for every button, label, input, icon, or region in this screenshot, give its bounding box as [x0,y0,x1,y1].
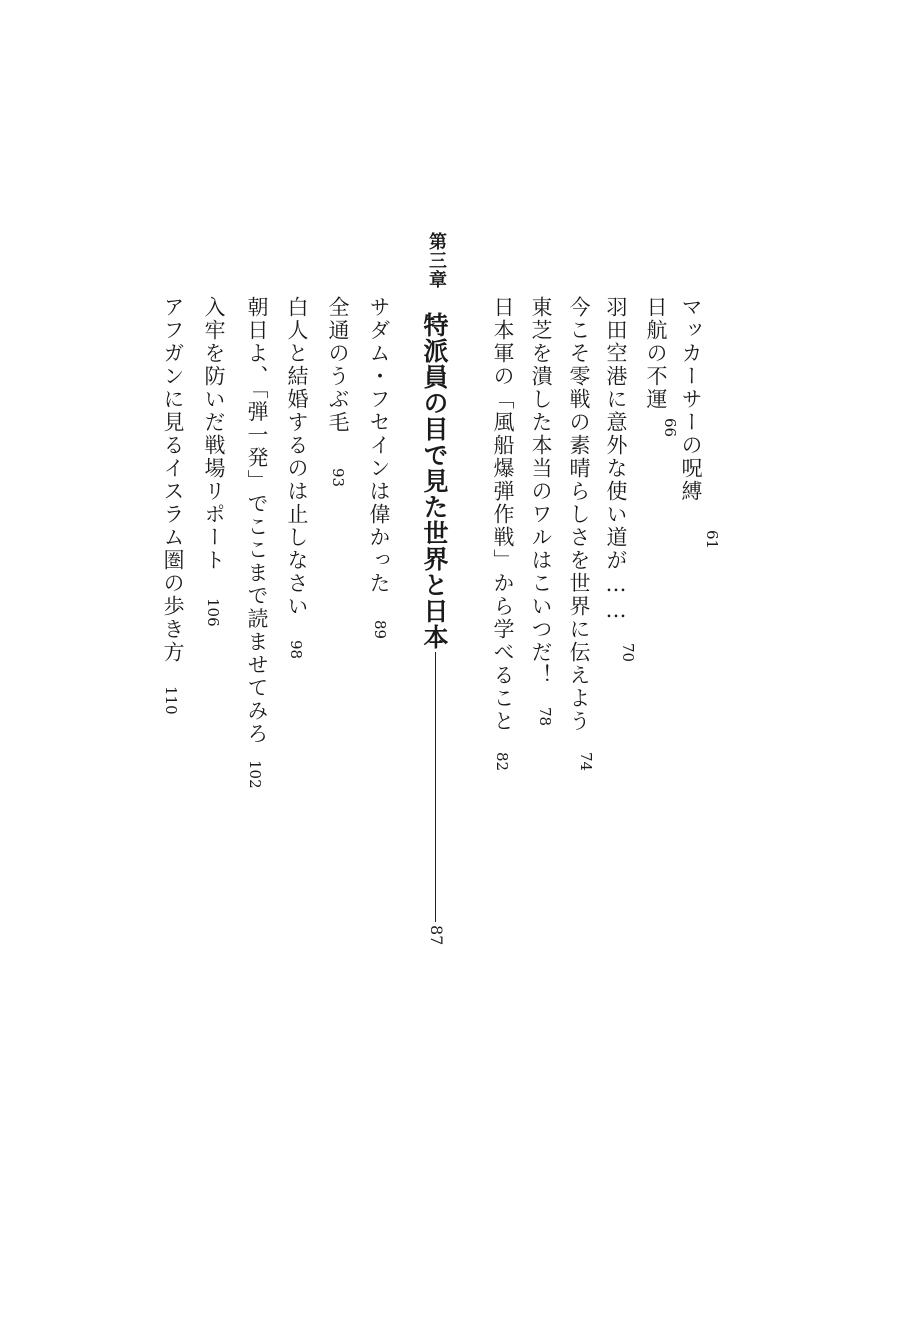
toc-entry-page: 106 [204,598,222,627]
toc-entry-page: 66 [661,418,679,438]
chapter-title: 特派員の目で見た世界と日本 [420,312,449,650]
toc-entry-title: 白人と結婚するのは止しなさい [285,296,309,618]
toc-entry-title: サダム・フセインは偉かった [367,296,391,595]
toc-entry-page: 78 [536,707,554,727]
toc-entry-page: 98 [287,640,305,660]
toc-entry-title: 日本軍の「風船爆弾作戦」から学べること [491,296,515,733]
chapter-leader-line [435,652,436,922]
toc-entry-page: 110 [162,686,180,715]
toc-entry-title: 羽田空港に意外な使い道が…… [604,296,628,624]
toc-entry-page: 89 [371,620,389,640]
chapter-page: 87 [427,925,446,946]
toc-entry-page: 70 [619,643,637,663]
toc-entry-title: 東芝を潰した本当のワルはこいつだ！ [529,296,553,687]
toc-entry-page: 93 [329,468,347,488]
toc-entry-page: 82 [493,752,511,772]
toc-entry-page: 61 [703,530,721,550]
toc-entry-title: 入牢を防いだ戦場リポート [202,296,226,572]
toc-entry-title: 全通のうぶ毛 [326,296,350,434]
toc-entry-title: アフガンに見るイスラム圏の歩き方 [161,296,185,664]
toc-entry-title: 今こそ零戦の素晴らしさを世界に伝えよう [567,296,591,733]
toc-entry-title: マッカーサーの呪縛 [679,296,703,503]
toc-entry-title: 朝日よ、「弾一発」でここまで読ませてみろ [245,296,269,746]
toc-entry-title: 日航の不運 [644,296,668,411]
toc-entry-page: 102 [246,760,264,789]
toc-entry-page: 74 [577,752,595,772]
chapter-label: 第三章 [426,232,447,289]
